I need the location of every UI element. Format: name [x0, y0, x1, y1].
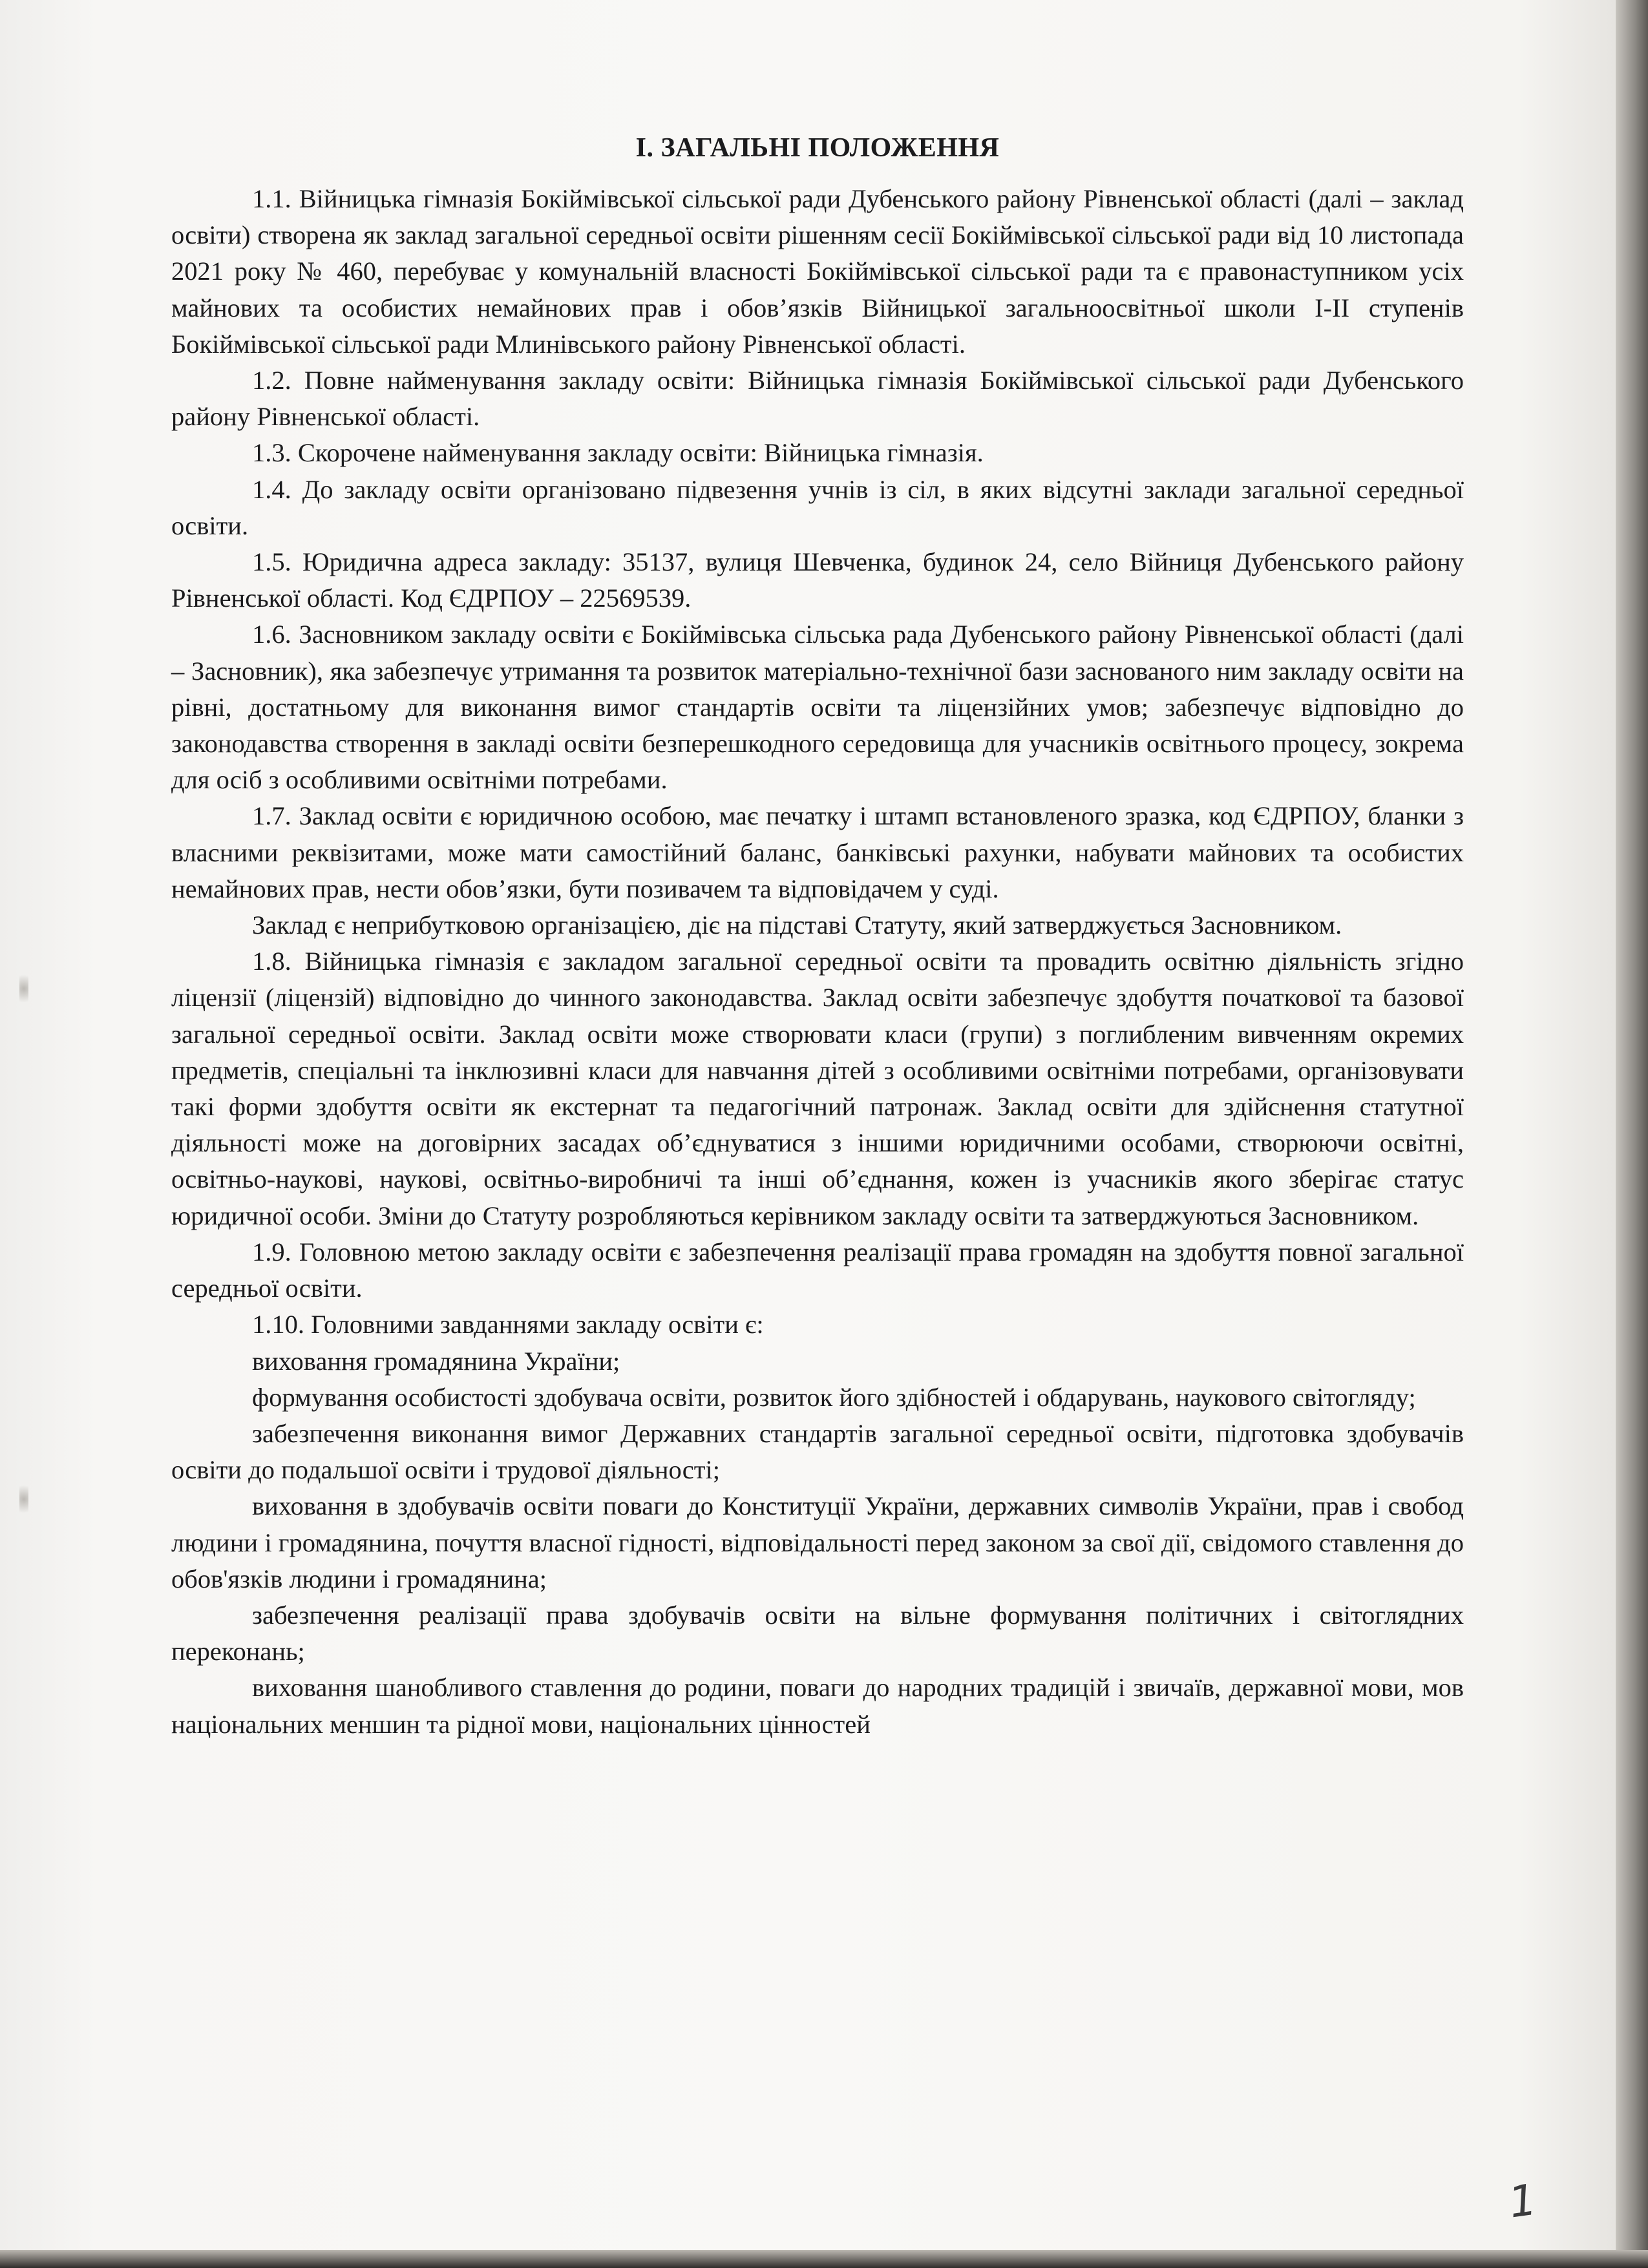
task-item: забезпечення виконання вимог Державних стандартів загальної середньої освіти, підготовка здобувачів освіти до подальшої освіти і трудової діяльності; [171, 1418, 1464, 1485]
task-item: виховання громадянина України; [252, 1346, 620, 1376]
scan-edge-shadow [1616, 0, 1648, 2268]
task-item: виховання в здобувачів освіти поваги до Конституції України, державних символів України, прав і свобод людини і громадянина, почуття власної гідності, відповідальності перед законом за свої дії, свідомого ставлення до обов'язків людини і громадянина; [171, 1491, 1464, 1593]
scan-bottom-shadow [0, 2250, 1648, 2268]
paragraph-1-5: 1.5. Юридична адреса закладу: 35137, вулиця Шевченка, будинок 24, село Війниця Дубенського району Рівненської області. Код ЄДРПОУ – 22569539. [171, 547, 1464, 613]
paragraph-1-10: 1.10. Головними завданнями закладу освіти є: [252, 1310, 764, 1339]
scan-artifact [19, 969, 28, 1008]
paragraph-1-4: 1.4. До закладу освіти організовано підвезення учнів із сіл, в яких відсутні заклади загальної середньої освіти. [171, 474, 1464, 540]
paragraph-1-7: 1.7. Заклад освіти є юридичною особою, має печатку і штамп встановленого зразка, код ЄДРПОУ, бланки з власними реквізитами, може мати самостійний баланс, банківські рахунки, набувати майнових та особистих немайнових прав, нести обов’язки, бути позивачем та відповідачем у суді. [171, 801, 1464, 903]
paragraph-1-2: 1.2. Повне найменування закладу освіти: Війницька гімназія Бокіймівської сільської ради Дубенського району Рівненської області. [171, 366, 1464, 432]
paragraph-1-1: 1.1. Війницька гімназія Бокіймівської сільської ради Дубенського району Рівненської області (далі – заклад освіти) створена як заклад загальної середньої освіти рішенням сесії Бокіймівської сільської ради від 10 листопада 2021 року № 460, перебуває у комунальній власності Бокіймівської сільської ради та є правонаступником усіх майнових та особистих немайнових прав і обов’язків Війницької загальноосвітньої школи І-ІІ ступенів Бокіймівської сільської ради Млинівського району Рівненської області. [171, 184, 1464, 359]
document-body [171, 128, 1464, 1743]
paragraph-1-3: 1.3. Скорочене найменування закладу освіти: Війницька гімназія. [252, 438, 984, 468]
scan-artifact [19, 1480, 28, 1518]
task-item: формування особистості здобувача освіти, розвиток його здібностей і обдарувань, наукового світогляду; [252, 1382, 1416, 1412]
paragraph-non-profit: Заклад є неприбутковою організацією, діє на підставі Статуту, який затверджується Засновником. [252, 910, 1342, 940]
task-item: виховання шанобливого ставлення до родини, поваги до народних традицій і звичаїв, державної мови, мов національних меншин та рідної мови, національних цінностей [171, 1673, 1464, 1739]
task-item: забезпечення реалізації права здобувачів освіти на вільне формування політичних і світоглядних переконань; [171, 1600, 1464, 1666]
paragraph-1-8: 1.8. Війницька гімназія є закладом загальної середньої освіти та провадить освітню діяльність згідно ліцензії (ліцензій) відповідно до чинного законодавства. Заклад освіти забезпечує здобуття початкової та базової загальної середньої освіти. Заклад освіти може створювати класи (групи) з поглибленим вивченням окремих предметів, спеціальні та інклюзивні класи для навчання дітей з особливими освітніми потребами, організовувати такі форми здобуття освіти як екстернат та педагогічний патронаж. Заклад освіти для здійснення статутної діяльності може на договірних засадах об’єднуватися з іншими юридичними особами, створюючи освітні, освітньо-наукові, наукові, освітньо-виробничі та інші об’єднання, кожен із учасників якого зберігає статус юридичної особи. Зміни до Статуту розробляються керівником закладу освіти та затверджуються Засновником. [171, 947, 1464, 1230]
page-number: 1 [1505, 2174, 1540, 2228]
paragraph-1-9: 1.9. Головною метою закладу освіти є забезпечення реалізації права громадян на здобуття повної загальної середньої освіти. [171, 1237, 1464, 1303]
section-heading: І. ЗАГАЛЬНІ ПОЛОЖЕННЯ [635, 133, 1000, 163]
paragraph-1-6: 1.6. Засновником закладу освіти є Бокіймівська сільська рада Дубенського району Рівненської області (далі – Засновник), яка забезпечує утримання та розвиток матеріально-технічної бази заснованого ним закладу освіти на рівні, достатньому для виконання вимог стандартів освіти та ліцензійних умов; забезпечує відповідно до законодавства створення в закладі освіти безперешкодного середовища для учасників освітнього процесу, зокрема для осіб з особливими освітніми потребами. [171, 620, 1464, 795]
